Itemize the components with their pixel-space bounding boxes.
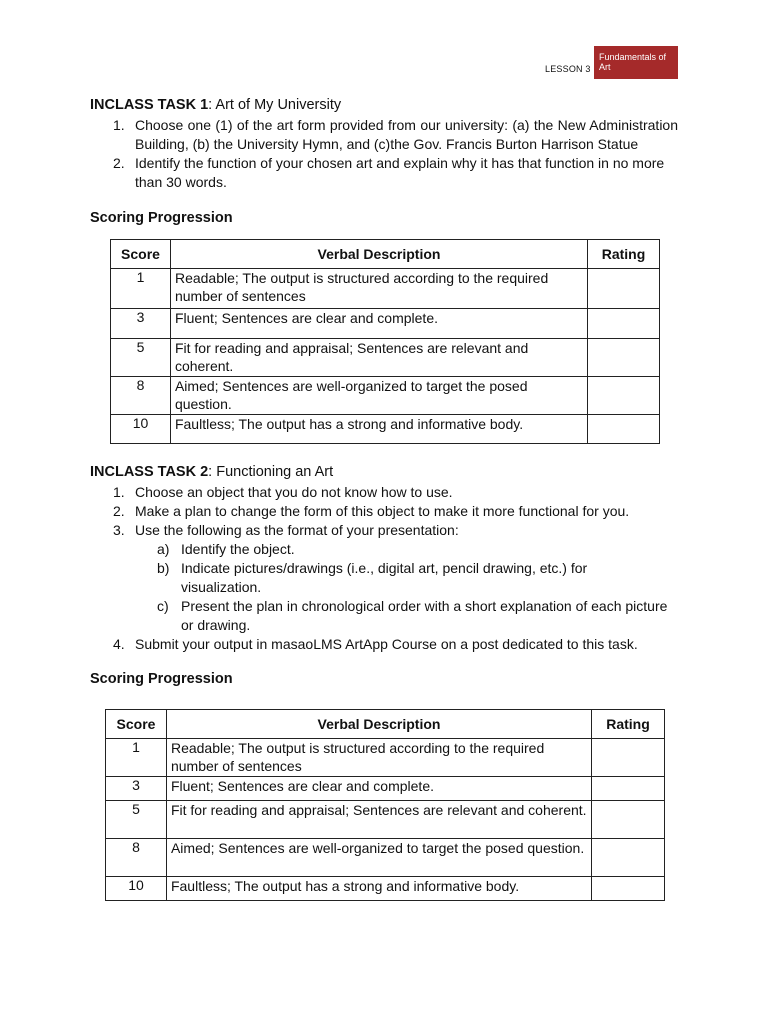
description-cell: Fluent; Sentences are clear and complete. xyxy=(166,777,591,801)
sub-step-letter: a) xyxy=(157,541,170,557)
score-cell: 8 xyxy=(111,377,171,415)
table-header-row xyxy=(111,240,660,269)
score-cell: 5 xyxy=(106,801,167,839)
sub-step-letter: c) xyxy=(157,598,169,614)
score-cell: 1 xyxy=(111,269,171,309)
table-row xyxy=(111,415,660,444)
task1-title: : Art of My University xyxy=(208,97,342,113)
sub-step-text: Indicate pictures/drawings (i.e., digital art, pencil drawing, etc.) for visualization. xyxy=(181,560,588,595)
task1-steps xyxy=(90,116,678,192)
rating-cell xyxy=(592,839,665,877)
task1-heading xyxy=(90,97,341,113)
table-row xyxy=(106,739,665,777)
task2-scoring-label: Scoring Progression xyxy=(90,671,233,687)
description-cell: Faultless; The output has a strong and informative body. xyxy=(166,877,591,901)
task2-heading xyxy=(90,464,333,480)
sub-step-letter: b) xyxy=(157,560,170,576)
step-number: 2. xyxy=(113,503,125,519)
step-text: Choose one (1) of the art form provided from our university: (a) the New Administration Building, (b) the University Hymn, and (c)the Gov. Francis Burton Harrison Statue xyxy=(135,117,678,152)
task2-sub-steps xyxy=(90,540,690,635)
header-verbal-description: Verbal Description xyxy=(166,710,591,739)
description-cell: Aimed; Sentences are well-organized to target the posed question. xyxy=(166,839,591,877)
header-score: Score xyxy=(106,710,167,739)
step-text: Identify the function of your chosen art and explain why it has that function in no more than 30 words. xyxy=(135,155,665,190)
table-row xyxy=(106,839,665,877)
score-cell: 5 xyxy=(111,339,171,377)
task1-scoring-label: Scoring Progression xyxy=(90,210,233,226)
rating-cell xyxy=(592,777,665,801)
step-number: 1. xyxy=(113,484,125,500)
task2-step xyxy=(90,635,690,654)
header-verbal-description: Verbal Description xyxy=(170,240,587,269)
table-row xyxy=(111,339,660,377)
step-text: Choose an object that you do not know how to use. xyxy=(135,484,453,500)
task2-steps xyxy=(90,483,690,654)
table-row xyxy=(106,801,665,839)
table-row xyxy=(111,377,660,415)
task1-rubric-table xyxy=(110,239,660,444)
step-number: 2. xyxy=(113,155,125,171)
description-cell: Readable; The output is structured according to the required number of sentences xyxy=(166,739,591,777)
score-cell: 8 xyxy=(106,839,167,877)
task2-label: INCLASS TASK 2 xyxy=(90,464,209,480)
step-text: Submit your output in masaoLMS ArtApp Course on a post dedicated to this task. xyxy=(135,636,638,652)
description-cell: Aimed; Sentences are well-organized to target the posed question. xyxy=(170,377,587,415)
rating-cell xyxy=(588,339,660,377)
sub-step-text: Identify the object. xyxy=(181,541,295,557)
sub-step-text: Present the plan in chronological order with a short explanation of each picture or drawing. xyxy=(181,598,668,633)
task1-step xyxy=(90,154,678,192)
rating-cell xyxy=(588,269,660,309)
task1-label: INCLASS TASK 1 xyxy=(90,97,209,113)
header-rating: Rating xyxy=(592,710,665,739)
description-cell: Fluent; Sentences are clear and complete. xyxy=(170,309,587,339)
task1-step xyxy=(90,116,678,154)
table-row xyxy=(111,309,660,339)
description-cell: Fit for reading and appraisal; Sentences are relevant and coherent. xyxy=(170,339,587,377)
step-text: Use the following as the format of your presentation: xyxy=(135,522,459,538)
score-cell: 1 xyxy=(106,739,167,777)
rating-cell xyxy=(592,877,665,901)
lesson-label: LESSON 3 xyxy=(545,64,591,74)
task2-step xyxy=(90,521,690,635)
score-cell: 10 xyxy=(106,877,167,901)
header-rating: Rating xyxy=(588,240,660,269)
task2-sub-step xyxy=(135,559,690,597)
step-number: 3. xyxy=(113,522,125,538)
rating-cell xyxy=(592,801,665,839)
task2-rubric-table xyxy=(105,709,665,901)
score-cell: 3 xyxy=(111,309,171,339)
task2-step xyxy=(90,483,690,502)
table-header-row xyxy=(106,710,665,739)
rating-cell xyxy=(588,415,660,444)
task2-step xyxy=(90,502,690,521)
task2-sub-step xyxy=(135,540,690,559)
step-text: Make a plan to change the form of this object to make it more functional for you. xyxy=(135,503,630,519)
task2-sub-step xyxy=(135,597,690,635)
step-number: 4. xyxy=(113,636,125,652)
table-row xyxy=(106,777,665,801)
rating-cell xyxy=(588,377,660,415)
table-row xyxy=(111,269,660,309)
task2-title: : Functioning an Art xyxy=(208,464,334,480)
table-row xyxy=(106,877,665,901)
description-cell: Fit for reading and appraisal; Sentences are relevant and coherent. xyxy=(166,801,591,839)
description-cell: Readable; The output is structured according to the required number of sentences xyxy=(170,269,587,309)
score-cell: 3 xyxy=(106,777,167,801)
score-cell: 10 xyxy=(111,415,171,444)
course-badge: Fundamentals of Art xyxy=(594,46,678,79)
description-cell: Faultless; The output has a strong and informative body. xyxy=(170,415,587,444)
step-number: 1. xyxy=(113,117,125,133)
rating-cell xyxy=(592,739,665,777)
rating-cell xyxy=(588,309,660,339)
header-score: Score xyxy=(111,240,171,269)
